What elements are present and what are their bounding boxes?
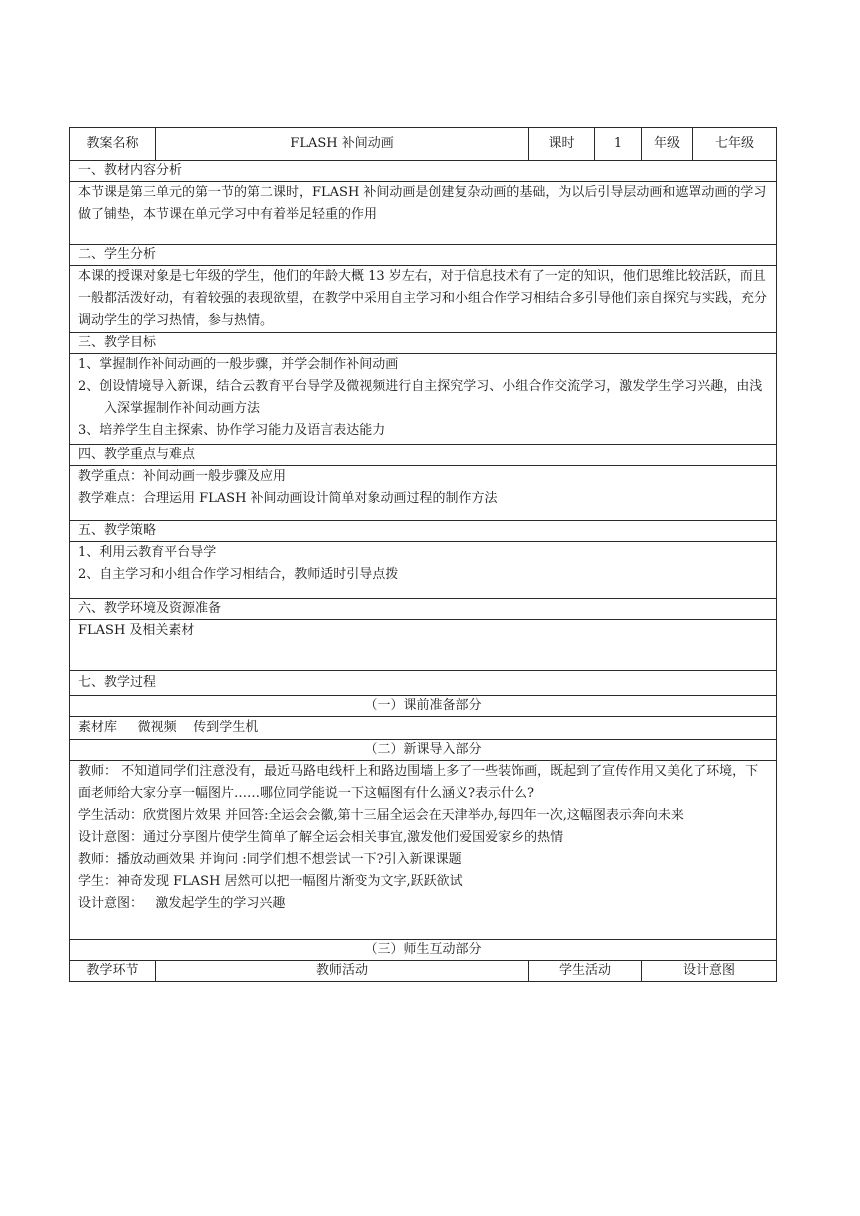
part2-title: （二）新课导入部分 bbox=[70, 740, 777, 761]
section-title-1: 一、教材内容分析 bbox=[70, 161, 777, 182]
col-teaching-step: 教学环节 bbox=[70, 961, 156, 982]
intro-design-line: 设计意图： 激发起学生的学习兴趣 bbox=[78, 896, 286, 911]
part1-title: （一）课前准备部分 bbox=[70, 696, 777, 717]
section-text-4 bbox=[70, 466, 777, 521]
section-text-2 bbox=[70, 266, 777, 333]
section-text-1 bbox=[70, 182, 777, 245]
difficult-point: 教学难点：合理运用 FLASH 补间动画设计简单对象动画过程的制作方法 bbox=[78, 491, 498, 506]
goal-item: 1、掌握制作补间动画的一般步骤，并学会制作补间动画 bbox=[78, 357, 399, 372]
part1-content: 素材库 微视频 传到学生机 bbox=[78, 720, 259, 735]
material-analysis-text: 本节课是第三单元的第一节的第二课时，FLASH 补间动画是创建复杂动画的基础，为以后引导层动画和遮罩动画的学习做了铺垫，本节课在单元学习中有着举足轻重的作用 bbox=[78, 185, 767, 222]
strategy-item: 1、利用云教育平台导学 bbox=[78, 545, 217, 560]
grade-value: 七年级 bbox=[693, 128, 777, 161]
header-row bbox=[70, 128, 777, 161]
col-student-activity: 学生活动 bbox=[529, 961, 642, 982]
lesson-plan-table bbox=[69, 127, 777, 982]
col-teacher-activity: 教师活动 bbox=[156, 961, 529, 982]
section-title-7: 七、教学过程 bbox=[70, 671, 777, 696]
name-label: 教案名称 bbox=[70, 128, 156, 161]
resources-text: FLASH 及相关素材 bbox=[78, 623, 195, 638]
section-text-6 bbox=[70, 620, 777, 671]
lesson-plan bbox=[69, 127, 776, 982]
goal-item: 3、培养学生自主探索、协作学习能力及语言表达能力 bbox=[78, 423, 386, 438]
intro-design-line: 设计意图：通过分享图片使学生简单了解全运会相关事宜,激发他们爱国爱家乡的热情 bbox=[78, 830, 564, 845]
hours-value: 1 bbox=[595, 128, 642, 161]
section-title-4: 四、教学重点与难点 bbox=[70, 445, 777, 466]
section-title-6: 六、教学环境及资源准备 bbox=[70, 599, 777, 620]
section-title-3: 三、教学目标 bbox=[70, 333, 777, 354]
part2-text bbox=[70, 761, 777, 940]
section-text-5 bbox=[70, 542, 777, 599]
intro-student-line: 学生活动：欣赏图片效果 并回答:全运会会徽,第十三届全运会在天津举办,每四年一次,这幅图表示奔向未来 bbox=[78, 808, 684, 823]
intro-student-line: 学生：神奇发现 FLASH 居然可以把一幅图片渐变为文字,跃跃欲试 bbox=[78, 874, 463, 889]
col-design-intent: 设计意图 bbox=[642, 961, 777, 982]
section-title-5: 五、教学策略 bbox=[70, 521, 777, 542]
hours-label: 课时 bbox=[529, 128, 595, 161]
grade-label: 年级 bbox=[642, 128, 693, 161]
interaction-header-row bbox=[70, 961, 777, 982]
strategy-item: 2、自主学习和小组合作学习相结合，教师适时引导点拨 bbox=[78, 567, 399, 582]
part3-title: （三）师生互动部分 bbox=[70, 940, 777, 961]
student-analysis-text: 本课的授课对象是七年级的学生，他们的年龄大概 13 岁左右，对于信息技术有了一定的知识，他们思维比较活跃，而且一般都活泼好动，有着较强的表现欲望，在教学中采用自主学习和小组合作学习相结合多引导他们亲自探究与实践，充分调动学生的学习热情，参与热情。 bbox=[78, 269, 768, 328]
goal-item: 2、创设情境导入新课，结合云教育平台导学及微视频进行自主探究学习、小组合作交流学习，激发学生学习兴趣，由浅入深掌握制作补间动画方法 bbox=[78, 379, 763, 416]
section-text-3 bbox=[70, 354, 777, 445]
section-title-2: 二、学生分析 bbox=[70, 245, 777, 266]
intro-teacher-line: 教师： 不知道同学们注意没有，最近马路电线杆上和路边围墙上多了一些装饰画，既起到了宣传作用又美化了环境，下面老师给大家分享一幅图片……哪位同学能说一下这幅图有什么涵义?表示什么? bbox=[78, 764, 759, 801]
part1-text bbox=[70, 717, 777, 740]
key-point: 教学重点：补间动画一般步骤及应用 bbox=[78, 469, 287, 484]
name-value: FLASH 补间动画 bbox=[156, 128, 529, 161]
intro-teacher-line: 教师：播放动画效果 并询问 :同学们想不想尝试一下?引入新课课题 bbox=[78, 852, 462, 867]
